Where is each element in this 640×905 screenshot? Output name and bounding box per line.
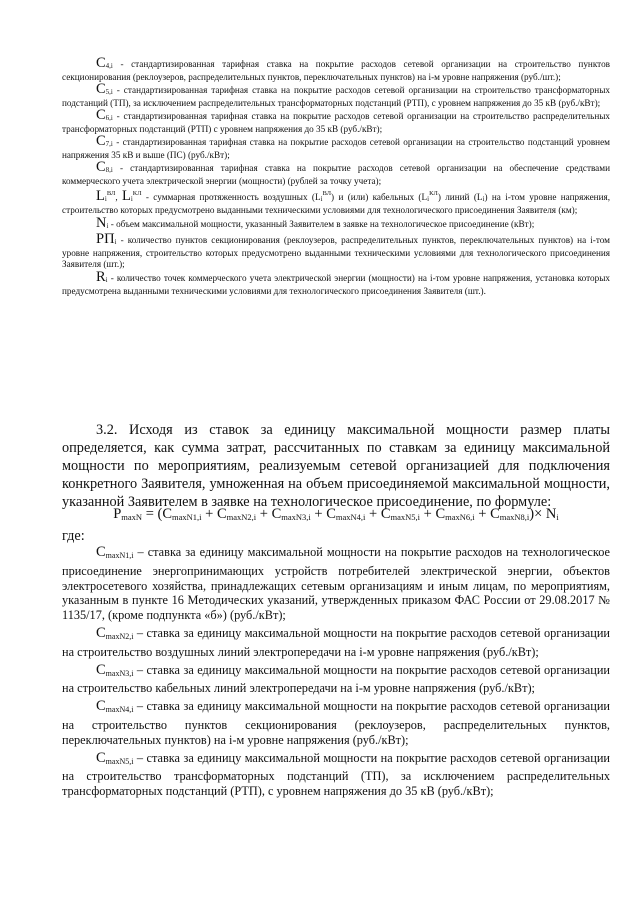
symbol-superscript: КЛ [132, 190, 142, 197]
max-rate-definitions-block [62, 545, 610, 799]
symbol-subscript: maxN3,i [105, 668, 134, 678]
formula-subscript: maxN2,i [226, 512, 257, 522]
formula-lhs: P [113, 506, 122, 522]
formula-text: + C [256, 506, 282, 522]
formula-subscript: maxN3,i [281, 512, 311, 522]
formula-subscript: maxN [121, 512, 143, 522]
symbol: L [96, 188, 105, 204]
symbol: C [96, 107, 106, 123]
definition-text: – ставка за единицу максимальной мощности на покрытие расходов сетевой организации на строительство воздушных линий электропередачи на i-м уровне напряжения (руб./кВт); [62, 625, 610, 659]
definition-text: - стандартизированная тарифная ставка на покрытие расходов сетевой организации на строительство трансформаторных подстанций (ТП), за исключением распределительных трансформаторных подстанций (РТП), с уровнем напряжения до 35 кВ (руб./кВт); [62, 85, 610, 108]
definition-text: – ставка за единицу максимальной мощности на покрытие расходов сетевой организации на строительство пунктов секционирования (реклоузеров, распределительных пунктов, переключательных пунктов) на i-м уровне напряжения (руб./кВт); [62, 699, 610, 747]
inline-subscript: i [482, 195, 485, 203]
symbol-subscript: maxN4,i [105, 705, 134, 715]
formula-text: + C [474, 506, 500, 522]
symbol-subscript: i [130, 195, 133, 203]
symbol-subscript: i [104, 195, 107, 203]
formula-text: )× N [529, 506, 557, 522]
symbol-subscript: maxN1,i [105, 551, 134, 560]
definition-cmaxn2 [62, 626, 610, 660]
symbol: C [96, 661, 106, 678]
symbol: C [96, 544, 106, 560]
inline-superscript: ВЛ [322, 190, 332, 197]
definition-c6 [62, 107, 610, 135]
symbol: C [96, 55, 106, 71]
symbol-subscript: 8,i [105, 166, 113, 174]
definition-text: ) и (или) кабельных (L [331, 192, 428, 202]
symbol: C [96, 159, 106, 175]
definition-c8 [62, 159, 610, 187]
definition-text: ) линий (L [437, 192, 483, 202]
formula-subscript: maxN8,i [499, 512, 530, 522]
symbol: РП [96, 231, 115, 247]
definition-text: - стандартизированная тарифная ставка на покрытие расходов сетевой организации на строительство распределительных трансформаторных подстанций (РТП) с уровнем напряжения до 35 кВ (руб./кВт); [62, 111, 610, 134]
symbol: R [96, 269, 106, 285]
symbol: C [96, 81, 106, 97]
definition-c7 [62, 133, 610, 161]
definition-text: - стандартизированная тарифная ставка на покрытие расходов сетевой организации на строительство пунктов секционирования (реклоузеров, распределительных пунктов, переключательных пунктов) на i-м уровне напряжения (руб./шт.); [62, 59, 610, 82]
formula-text: + C [310, 506, 336, 522]
symbol-subscript: 6,i [105, 114, 113, 122]
definition-text: – ставка за единицу максимальной мощности на покрытие расходов сетевой организации на строительство трансформаторных подстанций (ТП), за исключением распределительных трансформаторных подстанций (РТП), с уровнем напряжения до 35 кВ (руб./кВт); [62, 750, 610, 799]
symbol-subscript: 7,i [105, 140, 113, 148]
symbol: N [96, 215, 107, 231]
definition-r [62, 269, 610, 297]
definition-text: - количество точек коммерческого учета электрической энергии (мощности) на i-том уровне напряжения, установка которых предусмотрена выданными техническими условиями для технологического присоединения Заявителя (шт.). [62, 273, 610, 296]
formula-text: + C [201, 506, 227, 522]
inline-subscript: i [320, 195, 323, 203]
definition-c4 [62, 55, 610, 83]
symbol: C [96, 624, 106, 641]
definition-text: - объем максимальной мощности, указанный Заявителем в заявке на технологическое присоединение (кВт); [108, 219, 535, 229]
symbol: L [121, 188, 131, 204]
definition-rp [62, 231, 610, 270]
symbol: C [96, 749, 106, 766]
payment-formula [62, 506, 610, 523]
symbol-subscript: maxN5,i [105, 756, 134, 766]
definition-text: - стандартизированная тарифная ставка на покрытие расходов сетевой организации на обеспечение средствами коммерческого учета электрической энергии (мощности) (рублей за точку учета); [62, 163, 610, 186]
section-3-2-text: 3.2. Исходя из ставок за единицу максимальной мощности размер платы определяется, как сумма затрат, рассчитанных по ставкам за единицу максимальной мощности по мероприятиям, реализуемым сетевой организацией для подключения конкретного Заявителя, умноженная на объем присоединяемой максимальной мощности, указанной Заявителем в заявке на технологическое присоединение, по формуле: [62, 422, 610, 510]
where-label: где: [62, 528, 85, 544]
definition-c5 [62, 81, 610, 109]
section-3-2 [62, 421, 610, 511]
definition-text: - стандартизированная тарифная ставка на покрытие расходов сетевой организации на строительство подстанций уровнем напряжения 35 кВ и выше (ПС) (руб./кВт); [62, 137, 610, 160]
definition-cmaxn3 [62, 663, 610, 697]
definition-cmaxn5 [62, 751, 610, 799]
formula-subscript: maxN1,i [172, 512, 202, 522]
symbol-subscript: i [114, 238, 117, 246]
symbol-subscript: maxN2,i [105, 631, 134, 641]
definition-n [62, 215, 610, 232]
symbol: C [96, 698, 106, 715]
definition-text: - количество пунктов секционирования (реклоузеров, распределительных пунктов, переключательных пунктов) на i-том уровне напряжения, строительство которых предусмотрено выданными техническими условиями для технологического присоединения Заявителя (шт.); [62, 235, 610, 269]
definition-line-length [62, 188, 610, 216]
symbol-subscript: i [105, 276, 108, 284]
inline-subscript: i [427, 195, 430, 203]
definition-cmaxn4 [62, 699, 610, 747]
symbol: C [96, 133, 106, 149]
formula-subscript: maxN4,i [335, 512, 366, 522]
formula-text: + C [420, 506, 446, 522]
separator: , [115, 192, 122, 202]
formula-text: + C [365, 506, 391, 522]
definition-cmaxn1 [62, 545, 610, 623]
symbol-subscript: 4,i [105, 62, 113, 70]
formula-subscript: maxN5,i [390, 512, 421, 522]
formula-subscript: i [556, 512, 559, 522]
definition-text: ) на i-том уровне напряжения, строительство которых предусмотрено выданными техническими условиями для технологического присоединения Заявителя (км); [62, 192, 611, 215]
where-label-block [62, 527, 610, 545]
definition-text: – ставка за единицу максимальной мощности на покрытие расходов сетевой организации на строительство кабельных линий электропередачи на i-м уровне напряжения (руб./кВт); [62, 662, 610, 696]
symbol-superscript: ВЛ [106, 190, 116, 197]
formula-text: = (C [142, 506, 173, 522]
definition-text: – ставка за единицу максимальной мощности на покрытие расходов на технологическое присоединение энергопринимающих устройств потребителей электрической энергии, объектов электросетевого хозяйства, принадлежащих сетевым организациям и иным лицам, по мероприятиям, указанным в пункте 16 Методических указаний, утвержденных приказом ФАС России от 29.08.2017 № 1135/17, (кроме подпункта «б») (руб./кВт); [62, 545, 610, 623]
definition-text: - суммарная протяженность воздушных (L [141, 192, 321, 202]
inline-superscript: КЛ [429, 190, 438, 197]
symbol-subscript: 5,i [105, 88, 113, 96]
tariff-definitions-block [62, 55, 611, 297]
formula-subscript: maxN6,i [445, 512, 475, 522]
symbol-subscript: i [106, 222, 109, 230]
